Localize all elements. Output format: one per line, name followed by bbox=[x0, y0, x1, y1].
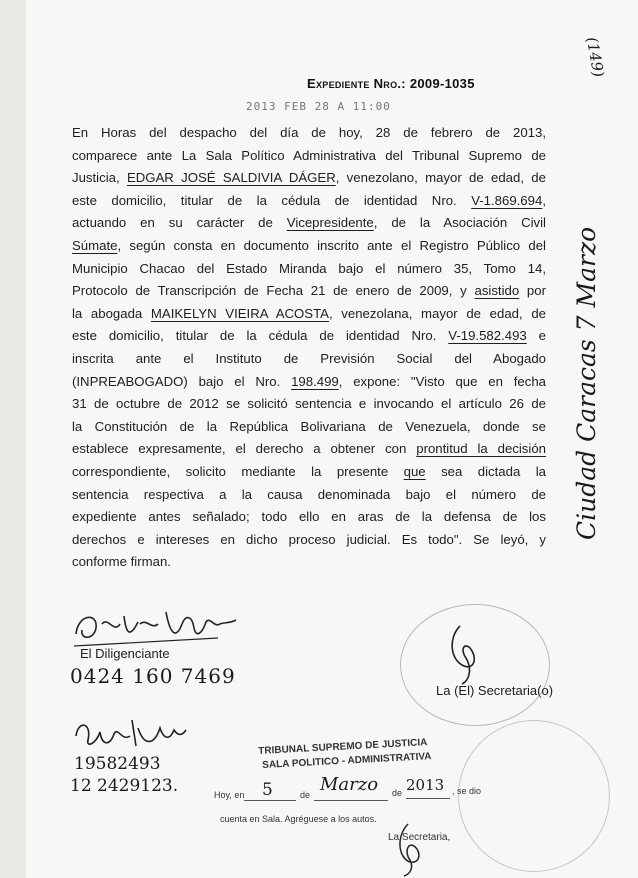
body-line bbox=[72, 280, 546, 303]
body-text-segment: (INPREABOGADO) bajo el Nro. bbox=[72, 373, 292, 389]
court-seal-lower bbox=[458, 720, 610, 872]
body-text-segment: , según consta en documento inscrito ante el Registro Público del bbox=[117, 237, 546, 253]
secretaria-signature bbox=[430, 618, 500, 688]
body-text-segment: , venezolano, mayor de edad, de bbox=[335, 170, 546, 186]
body-line bbox=[72, 551, 546, 574]
body-line bbox=[72, 348, 546, 371]
body-line bbox=[72, 416, 546, 439]
stamp-day-value: 5 bbox=[262, 780, 273, 800]
body-line bbox=[72, 235, 546, 258]
body-text-segment: actuando en su carácter de bbox=[72, 215, 287, 231]
body-line bbox=[72, 190, 546, 213]
body-text-segment: comparece ante La Sala Político Administrativa del Tribunal Supremo de bbox=[72, 147, 546, 163]
reception-stamp: 2013 FEB 28 A 11:00 bbox=[246, 100, 391, 113]
body-text-segment: Municipio Chacao del Estado Miranda bajo el número 35, Tomo 14, bbox=[72, 260, 546, 276]
secretaria-label: La (El) Secretaria(o) bbox=[436, 683, 554, 698]
body-text-segment: Protocolo de Transcripción de Fecha 21 de enero de 2009, y bbox=[72, 283, 475, 299]
stamp-hoy-label: Hoy, en bbox=[214, 790, 245, 800]
stamp-secretaria-label: La Secretaria, bbox=[388, 832, 451, 843]
body-line bbox=[72, 167, 546, 190]
body-text-segment: la Constitución de la República Bolivariana de Venezuela, donde se bbox=[72, 418, 546, 434]
body-line bbox=[72, 325, 546, 348]
expediente-prefix: Expediente Nro.: bbox=[307, 76, 406, 91]
underlined-text: V-19.582.493 bbox=[448, 328, 527, 344]
body-text-segment: , venezolana, mayor de edad, de bbox=[328, 305, 546, 321]
underlined-text: Súmate bbox=[72, 237, 118, 253]
body-text-segment: sentencia respectiva a la causa denominada bajo el número de bbox=[72, 486, 546, 502]
stamp-line-tribunal: TRIBUNAL SUPREMO DE JUSTICIA bbox=[258, 737, 428, 757]
underlined-text: prontitud la decisión bbox=[416, 441, 547, 457]
underlined-text: Vicepresidente bbox=[286, 215, 374, 231]
body-line bbox=[72, 122, 546, 145]
body-text-segment: , expone: "Visto que en fecha bbox=[338, 373, 546, 389]
stamp-se-dio: , se dio bbox=[452, 786, 482, 796]
handwritten-phone: 0424 160 7469 bbox=[70, 664, 236, 688]
diligenciante-label: El Diligenciante bbox=[80, 646, 170, 661]
body-text-segment: 31 de octubre de 2012 se solicitó sentencia e invocando el artículo 26 de bbox=[72, 396, 546, 412]
body-line bbox=[72, 371, 546, 394]
body-line bbox=[72, 484, 546, 507]
stamp-day-line bbox=[244, 800, 296, 801]
underlined-text: asistido bbox=[474, 283, 520, 299]
body-text-segment: En Horas del despacho del día de hoy, 28 de febrero de 2013, bbox=[72, 125, 546, 140]
stamp-month-line bbox=[314, 800, 388, 801]
body-text-segment: sea dictada la bbox=[425, 463, 547, 479]
body-text-segment: este domicilio, titular de la cédula de identidad Nro. bbox=[72, 328, 449, 344]
expediente-header bbox=[307, 76, 475, 91]
assistant-signature bbox=[70, 706, 190, 756]
body-text-segment: Justicia, bbox=[72, 170, 127, 186]
body-text-segment: derechos e intereses en dicho proceso judicial. Es todo". Se leyó, y bbox=[72, 531, 546, 547]
underlined-text: EDGAR JOSÉ SALDIVIA DÁGER bbox=[126, 170, 336, 186]
body-text-segment: , bbox=[542, 192, 546, 208]
underlined-text: MAIKELYN VIEIRA ACOSTA bbox=[150, 305, 329, 321]
body-text-segment: , de la Asociación Civil bbox=[373, 215, 546, 231]
body-text-segment: este domicilio, titular de la cédula de identidad Nro. bbox=[72, 192, 472, 208]
body-text-segment: conforme firman. bbox=[72, 554, 171, 570]
body-text-segment: la abogada bbox=[72, 305, 151, 321]
handwritten-id-1: 19582493 bbox=[74, 754, 161, 774]
body-line bbox=[72, 212, 546, 235]
body-line bbox=[72, 258, 546, 281]
body-text-segment: inscrita ante el Instituto de Previsión Social del Abogado bbox=[72, 350, 546, 366]
stamp-year-line bbox=[406, 798, 450, 799]
stamp-year-value: 2013 bbox=[406, 776, 445, 794]
underlined-text: 198.499 bbox=[291, 373, 339, 389]
underlined-text: que bbox=[403, 463, 426, 479]
body-line bbox=[72, 529, 546, 552]
declaration-body bbox=[72, 122, 546, 574]
diligenciante-signature bbox=[68, 594, 248, 654]
stamp-month-value: Marzo bbox=[320, 774, 379, 795]
stamp-line-sala: SALA POLITICO - ADMINISTRATIVA bbox=[262, 751, 432, 771]
body-line bbox=[72, 461, 546, 484]
margin-handwritten-note: Ciudad Caracas 7 Marzo bbox=[572, 226, 601, 540]
body-text-segment: e bbox=[526, 328, 546, 344]
body-line bbox=[72, 393, 546, 416]
handwritten-id-2: 12 2429123. bbox=[70, 776, 179, 796]
body-line bbox=[72, 438, 546, 461]
stamp-cuenta-text: cuenta en Sala. Agréguese a los autos. bbox=[220, 814, 377, 824]
underlined-text: V-1.869.694 bbox=[471, 192, 543, 208]
body-line bbox=[72, 506, 546, 529]
body-text-segment: por bbox=[519, 283, 546, 299]
stamp-year-label: de bbox=[392, 788, 403, 798]
corner-folio-note: (149) bbox=[582, 35, 608, 79]
stamp-de-label: de bbox=[300, 790, 311, 800]
expediente-number: 2009-1035 bbox=[409, 76, 475, 91]
body-text-segment: establece expresamente, el derecho a obtener con bbox=[72, 441, 417, 457]
scan-margin bbox=[0, 0, 26, 878]
stamp-secretaria-signature bbox=[380, 818, 440, 878]
body-line bbox=[72, 145, 546, 168]
body-text-segment: expediente antes señalado; todo ello en aras de la defensa de los bbox=[72, 509, 546, 525]
body-text-segment: correspondiente, solicito mediante la presente bbox=[72, 463, 404, 479]
body-line bbox=[72, 303, 546, 326]
